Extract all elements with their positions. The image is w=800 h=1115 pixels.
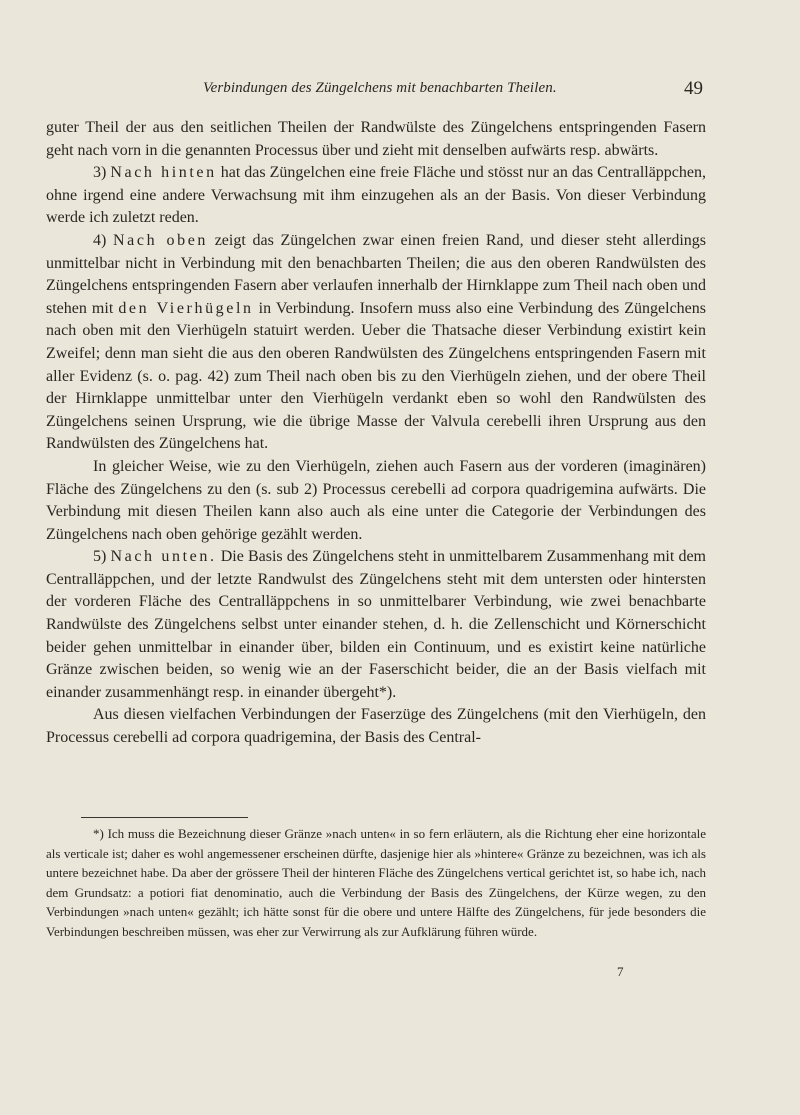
paragraph-aus-diesen: Aus diesen vielfachen Verbindungen der Faserzüge des Züngelchens (mit den Vierhügeln, den Processus cerebelli ad corpora quadrigemina, der Basis des Central- — [46, 706, 706, 747]
page-header — [203, 78, 703, 104]
page-number: 49 — [684, 78, 703, 99]
spaced-term: den Vierhügeln — [118, 299, 254, 317]
paragraph-gleicher-weise: In gleicher Weise, wie zu den Vierhügeln, ziehen auch Fasern aus der vorderen (imaginären) Fläche des Züngelchens zu den (s. sub 2) Processus cerebelli ad corpora quadrigemina aufwärts. Die Verbindung mit diesen Theilen kann also auch als eine unter die Categorie der Verbindungen des Züngelchens nach oben gehörige gezählt werden. — [46, 457, 706, 543]
item-number: 5) — [93, 548, 107, 566]
item-number: 3) — [93, 164, 107, 182]
spaced-heading: Nach unten. — [110, 548, 217, 566]
spaced-heading: Nach hinten — [110, 164, 217, 182]
paragraph-text: zeigt das Züngelchen zwar einen freien Rand, und dieser steht allerdings unmittelbar nicht in Verbindung mit den benachbarten Theilen; die aus den oberen Randwülsten des Züngelchens entspringenden Fasern aber verlaufen innerhalb der Hirnklappe zum Theil nach oben und stehen mit — [46, 231, 706, 317]
paragraph-nach-hinten — [46, 162, 706, 230]
paragraph-text: hat das Züngelchen eine freie Fläche und stösst nur an das Centralläppchen, ohne irgend eine andere Verwachsung mit ihm einzugehen als an der Basis. Von dieser Verbindung werde ich zuletzt reden. — [46, 164, 707, 227]
paragraph-nach-unten — [46, 546, 706, 704]
item-number: 4) — [93, 231, 107, 249]
footnote-text: *) Ich muss die Bezeichnung dieser Gränze »nach unten« in so fern erläutern, als die Richtung eher eine horizontale als verticale ist; daher es wohl angemessener erscheinen dürfte, dasjenige hier als »hintere« Gränze zu bezeichnen, was ich als untere bezeichnet habe. Da aber der grössere Theil der hinteren Fläche des Züngelchens vertical gerichtet ist, so habe ich, nach dem Grundsatz: a potiori fiat denominatio, auch die Verbindung der Basis des Züngelchens, der Kürze wegen, zu den Verbindungen »nach unten« gezählt; ich hätte sonst für die obere und untere Hälfte des Züngelchens, für jede besonders die Verbindungen beschreiben müssen, was eher zur Verwirrung als zur Aufklärung führen würde. — [46, 826, 706, 939]
footnote-rule — [81, 817, 248, 818]
spaced-heading: Nach oben — [113, 231, 208, 249]
paragraph-continued: guter Theil der aus den seitlichen Theilen der Randwülste des Züngelchens entspringenden Fasern geht nach vorn in die genannten Processus über und zieht mit denselben aufwärts resp. abwärts. — [46, 119, 706, 159]
signature-mark: 7 — [617, 964, 624, 979]
paragraph-nach-oben — [46, 230, 706, 456]
paragraph-text: Die Basis des Züngelchens steht in unmittelbarem Zusammenhang mit dem Centralläppchen, und der letzte Randwulst des Züngelchens steht mit dem untersten oder hintersten der vorderen Fläche des Centralläppchens in so unmittelbarer Verbindung, wie zwei benachbarte Randwülste des Züngelchens selbst unter einander stehen, d. h. die Zellenschicht und Körnerschicht beider gehen unmittelbar in einander über, bilden ein Continuum, und es existirt keine natürliche Gränze zwischen beiden, so wenig wie an der Faserschicht beider, die an der Basis vielfach mit einander zusammenhängt resp. in einander übergeht*). — [46, 548, 706, 701]
footnote — [46, 824, 706, 942]
paragraph-text: in Verbindung. Insofern muss also eine Verbindung des Züngelchens nach oben mit den Vierhügeln statuirt werden. Ueber die Thatsache dieser Verbindung existirt kein Zweifel; denn man sieht die aus den oberen Randwülsten des Züngelchens entspringenden Fasern mit aller Evidenz (s. o. pag. 42) zum Theil nach oben bis zu den Vierhügeln ziehen, und der obere Theil der Hirnklappe unmittelbar unter den Vierhügeln verdankt eben so wohl den Randwülsten des Züngelchens seinen Ursprung, wie die übrige Masse der Valvula cerebelli ihren Ursprung aus den Randwülsten des Züngelchens hat. — [46, 299, 707, 453]
main-text — [46, 117, 706, 750]
running-title: Verbindungen des Züngelchens mit benachbarten Theilen. — [203, 80, 557, 96]
